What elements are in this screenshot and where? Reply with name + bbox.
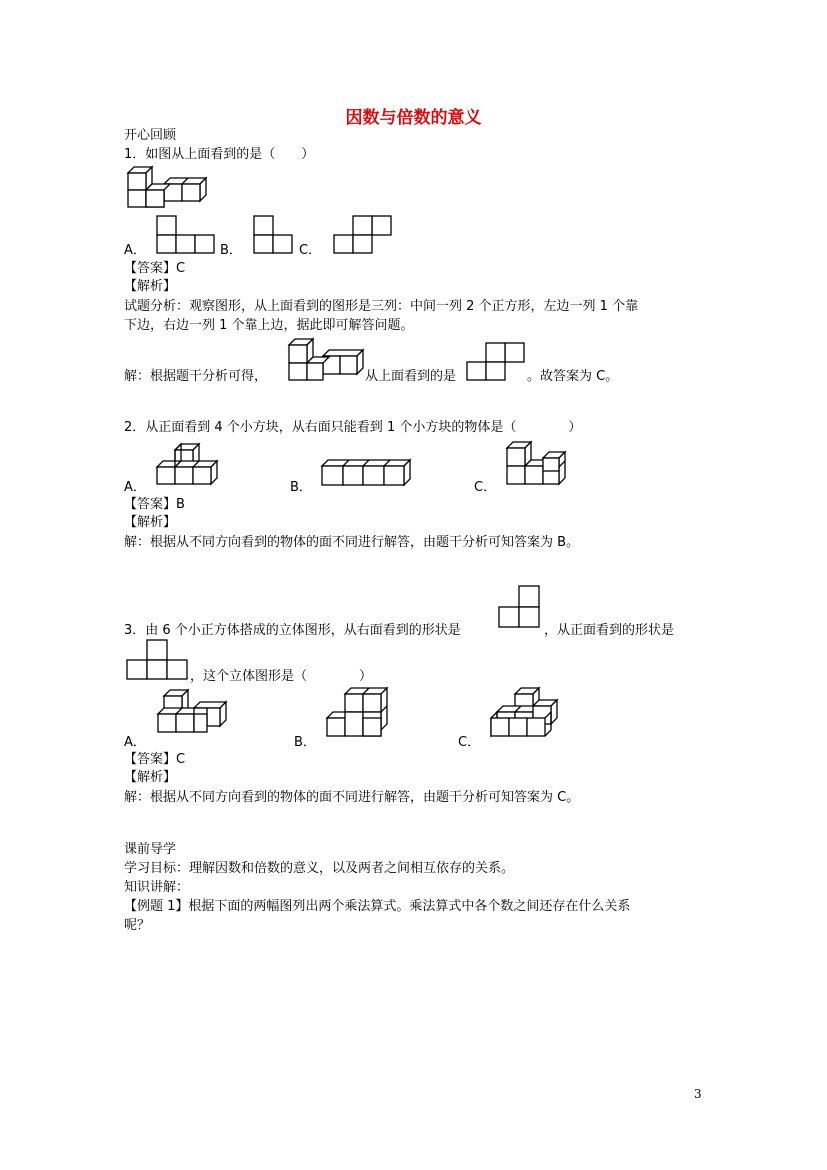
q3-option-b-label: B． bbox=[294, 735, 316, 750]
q2-option-c-figure bbox=[505, 440, 567, 490]
example1-line2: 呢？ bbox=[124, 918, 151, 933]
q1-option-c-figure bbox=[333, 215, 393, 255]
q1-solution-end: 。故答案为 C。 bbox=[527, 369, 619, 384]
q3-answer: 【答案】C bbox=[124, 752, 186, 767]
q2-analysis-label: 【解析】 bbox=[124, 515, 177, 530]
q1-option-b-figure bbox=[253, 215, 295, 255]
q1-option-a-label: A． bbox=[124, 243, 146, 258]
example1-line1: 【例题 1】根据下面的两幅图列出两个乘法算式。乘法算式中各个数之间还存在什么关系 bbox=[124, 899, 631, 914]
q3-question-part3: ，这个立体图形是（ ） bbox=[190, 669, 373, 684]
q1-analysis-line2: 下边，右边一列 1 个靠上边，据此即可解答问题。 bbox=[124, 318, 414, 333]
q1-cube-figure bbox=[126, 166, 206, 212]
learning-goal: 学习目标：理解因数和倍数的意义，以及两者之间相互依存的关系。 bbox=[124, 861, 515, 876]
q3-solution: 解：根据从不同方向看到的物体的面不同进行解答，由题干分析可知答案为 C。 bbox=[124, 790, 580, 805]
q2-option-b-label: B． bbox=[290, 480, 312, 495]
q3-question-part1: 3．由 6 个小正方体搭成的立体图形，从右面看到的形状是 bbox=[124, 623, 461, 638]
q1-answer: 【答案】C bbox=[124, 261, 186, 276]
q3-option-a-label: A． bbox=[124, 735, 146, 750]
knowledge-heading: 知识讲解： bbox=[124, 880, 190, 895]
q3-analysis-label: 【解析】 bbox=[124, 770, 177, 785]
q3-option-a-figure bbox=[156, 688, 230, 740]
q3-option-c-figure bbox=[489, 686, 561, 744]
q3-right-view-figure bbox=[498, 585, 544, 631]
q3-option-c-label: C． bbox=[458, 735, 481, 750]
q2-option-a-label: A． bbox=[124, 480, 146, 495]
q2-question: 2．从正面看到 4 个小方块，从右面只能看到 1 个小方块的物体是（ ） bbox=[124, 420, 582, 435]
q1-option-c-label: C． bbox=[299, 243, 322, 258]
q1-option-b-label: B． bbox=[220, 243, 242, 258]
q2-solution: 解：根据从不同方向看到的物体的面不同进行解答，由题干分析可知答案为 B。 bbox=[124, 535, 580, 550]
section-heading-review: 开心回顾 bbox=[124, 128, 177, 143]
q1-question: 1．如图从上面看到的是（ ） bbox=[124, 147, 315, 162]
q2-option-c-label: C． bbox=[474, 480, 497, 495]
q1-solution-cube-figure bbox=[287, 337, 363, 383]
q1-analysis-label: 【解析】 bbox=[124, 279, 177, 294]
q2-option-a-figure bbox=[155, 442, 225, 490]
page-title: 因数与倍数的意义 bbox=[345, 108, 482, 128]
q1-solution-mid: 从上面看到的是 bbox=[365, 369, 457, 384]
q2-answer: 【答案】B bbox=[124, 497, 185, 512]
section-heading-preclass: 课前导学 bbox=[124, 842, 177, 857]
q1-analysis-line1: 试题分析：观察图形，从上面看到的图形是三列：中间一列 2 个正方形，左边一列 1 个靠 bbox=[124, 299, 639, 314]
q3-option-b-figure bbox=[325, 686, 391, 744]
q1-option-a-figure bbox=[156, 215, 216, 255]
q1-solution-top-view bbox=[466, 342, 526, 382]
q2-option-b-figure bbox=[320, 458, 412, 490]
q3-front-view-figure bbox=[126, 639, 190, 683]
q3-question-part2: ，从正面看到的形状是 bbox=[544, 623, 675, 638]
page-number: 3 bbox=[694, 1087, 702, 1101]
q1-solution-prefix: 解：根据题干分析可得， bbox=[124, 369, 268, 384]
